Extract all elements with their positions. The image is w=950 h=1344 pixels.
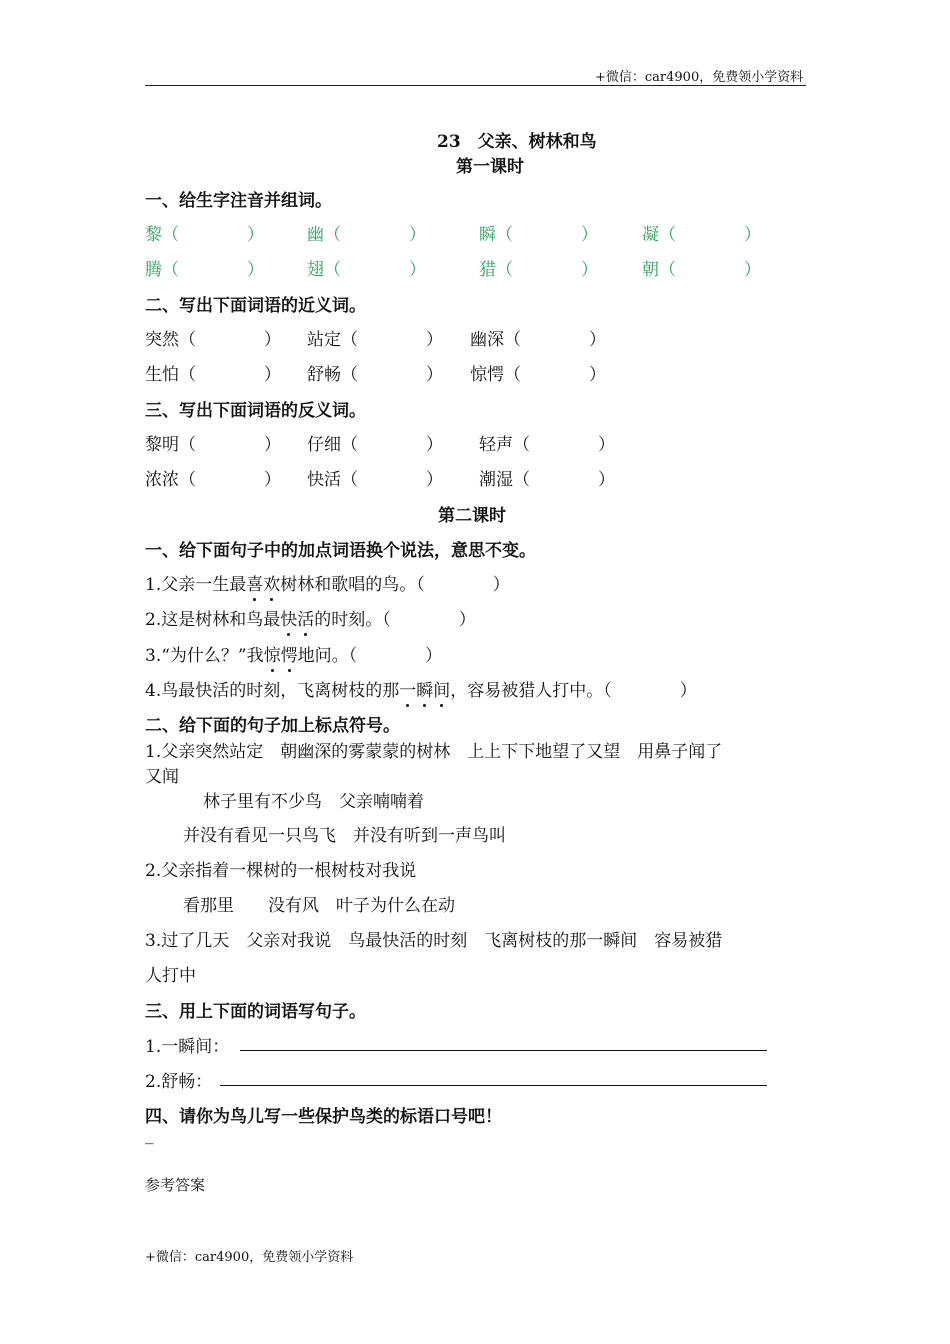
period-two-title: 第二课时: [438, 506, 506, 526]
emphasis-char: 一: [399, 676, 416, 701]
answers-label: 参考答案: [145, 1176, 206, 1194]
question-line: 2.这是树林和鸟最快活的时刻。（ ）: [145, 605, 476, 630]
question-line: 3.“为什么？”我惊愕地问。（ ）: [145, 641, 442, 666]
word-item: 舒畅（ ）: [307, 365, 443, 385]
question-line: 1.父亲一生最喜欢树林和歌唱的鸟。（ ）: [145, 570, 510, 595]
word-item: 快活（ ）: [307, 470, 443, 490]
footer-note: +微信：car4900，免费领小学资料: [145, 1250, 354, 1265]
word-item: 惊愕（ ）: [470, 365, 606, 385]
char-item: 黎（ ）: [145, 225, 264, 245]
section-heading: 一、给生字注音并组词。: [145, 191, 332, 211]
dotted-word: [280, 610, 314, 630]
answer-underline[interactable]: [240, 1050, 767, 1051]
word-item: 突然（ ）: [145, 330, 281, 350]
section-heading: 三、用上下面的词语写句子。: [145, 1002, 366, 1022]
word-item: 仔细（ ）: [307, 435, 443, 455]
char-item: 猎（ ）: [479, 260, 598, 280]
section-heading: 四、请你为鸟儿写一些保护鸟类的标语口号吧！: [145, 1107, 502, 1127]
emphasis-char: 快: [280, 605, 297, 630]
emphasis-char: 欢: [263, 570, 280, 595]
sentence-line: 1.父亲突然站定 朝幽深的雾蒙蒙的树林 上上下下地望了又望 用鼻子闻了: [145, 742, 723, 762]
word-item: 站定（ ）: [307, 330, 443, 350]
emphasis-char: 间: [433, 676, 450, 701]
emphasis-char: 喜: [246, 570, 263, 595]
section-heading: 二、给下面的句子加上标点符号。: [145, 716, 400, 736]
word-item: 轻声（ ）: [479, 435, 615, 455]
dotted-word: [399, 681, 450, 701]
word-item: 幽深（ ）: [470, 330, 606, 350]
sentence-line: 并没有看见一只鸟飞 并没有听到一声鸟叫: [183, 826, 506, 846]
char-item: 瞬（ ）: [479, 225, 598, 245]
emphasis-char: 瞬: [416, 676, 433, 701]
section-heading: 三、写出下面词语的反义词。: [145, 401, 366, 421]
word-item: 黎明（ ）: [145, 435, 281, 455]
answer-underline[interactable]: [220, 1085, 767, 1086]
word-item: 生怕（ ）: [145, 365, 281, 385]
emphasis-char: 愕: [281, 641, 298, 666]
question-line: 4.鸟最快活的时刻，飞离树枝的那一瞬间，容易被猎人打中。（ ）: [145, 676, 697, 701]
header-note: +微信：car4900，免费领小学资料: [595, 70, 804, 85]
dotted-word: [246, 575, 280, 595]
write-prompt: 1.一瞬间：: [145, 1037, 230, 1057]
lesson-title: 23 父亲、树林和鸟: [437, 132, 597, 152]
char-item: 朝（ ）: [642, 260, 761, 280]
word-item: 浓浓（ ）: [145, 470, 281, 490]
emphasis-char: 活: [297, 605, 314, 630]
sentence-line: 3.过了几天 父亲对我说 鸟最快活的时刻 飞离树枝的那一瞬间 容易被猎: [145, 931, 723, 951]
period-one-title: 第一课时: [456, 157, 524, 177]
header-rule: [145, 85, 806, 86]
char-item: 幽（ ）: [307, 225, 426, 245]
char-item: 腾（ ）: [145, 260, 264, 280]
sentence-line: 人打中: [145, 966, 196, 986]
char-item: 翅（ ）: [307, 260, 426, 280]
section-heading: 一、给下面句子中的加点词语换个说法，意思不变。: [145, 541, 536, 561]
answer-mark: _: [145, 1125, 154, 1145]
write-prompt: 2.舒畅：: [145, 1072, 213, 1092]
section-heading: 二、写出下面词语的近义词。: [145, 296, 366, 316]
word-item: 潮湿（ ）: [479, 470, 615, 490]
sentence-line: 看那里 没有风 叶子为什么在动: [183, 896, 455, 916]
sentence-line: 2.父亲指着一棵树的一根树枝对我说: [145, 861, 417, 881]
sentence-line: 林子里有不少鸟 父亲喃喃着: [203, 792, 424, 812]
char-item: 凝（ ）: [642, 225, 761, 245]
dotted-word: [264, 646, 298, 666]
sentence-line: 又闻: [145, 767, 179, 787]
emphasis-char: 惊: [264, 641, 281, 666]
